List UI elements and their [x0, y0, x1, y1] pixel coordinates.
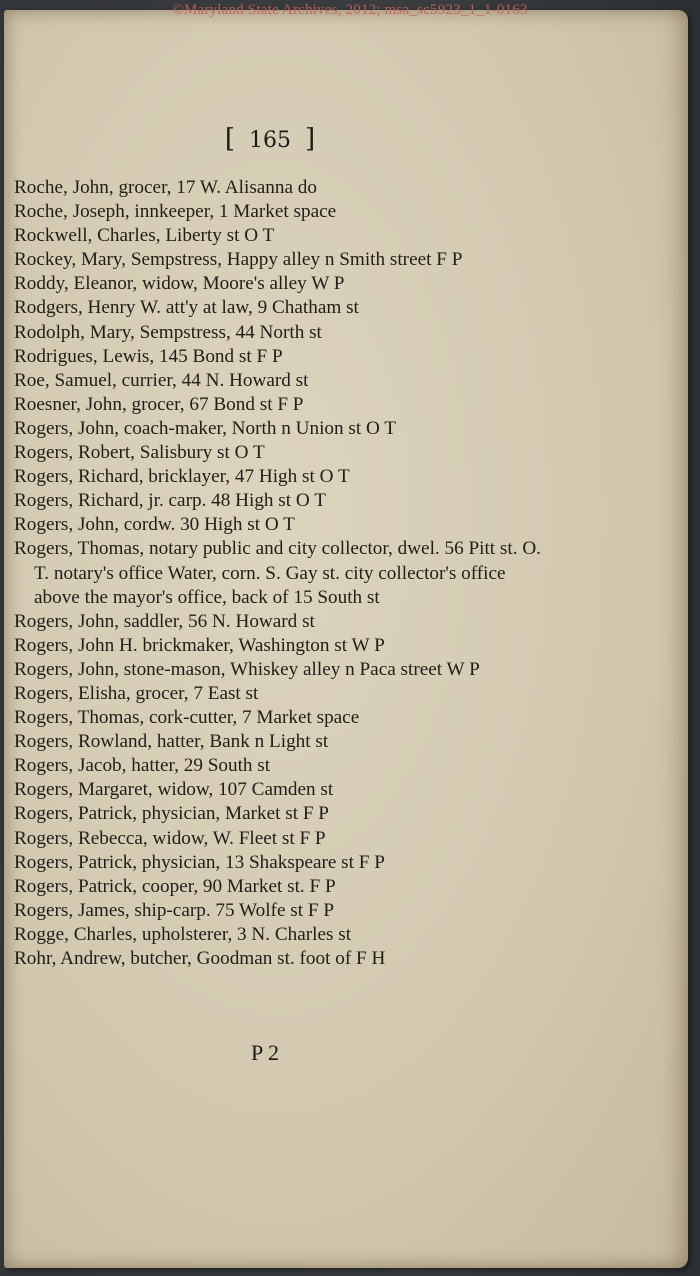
- directory-entry: Rogers, Robert, Salisbury st O T: [14, 442, 265, 464]
- page-number: 165: [249, 128, 291, 153]
- directory-entry: Roche, Joseph, innkeeper, 1 Market space: [14, 201, 337, 223]
- directory-entry: Rogers, Patrick, physician, 13 Shakspeare st F P: [14, 851, 385, 873]
- directory-entry: Rogers, Jacob, hatter, 29 South st: [14, 755, 271, 777]
- directory-entry: Rohr, Andrew, butcher, Goodman st. foot of F H: [14, 948, 386, 969]
- directory-entry: Rockey, Mary, Sempstress, Happy alley n Smith street F P: [14, 249, 463, 271]
- directory-entry: Rogers, Margaret, widow, 107 Camden st: [14, 779, 334, 801]
- directory-entry: Rogers, John H. brickmaker, Washington st W P: [14, 634, 385, 656]
- directory-entry: Rogers, Patrick, physician, Market st F P: [14, 803, 329, 825]
- page-number-header: [0, 124, 540, 154]
- directory-entry: Rogers, Rebecca, widow, W. Fleet st F P: [14, 827, 326, 849]
- directory-entry: Rogers, Richard, jr. carp. 48 High st O T: [14, 490, 326, 512]
- bracket-right: ]: [305, 124, 316, 154]
- directory-entry: Roddy, Eleanor, widow, Moore's alley W P: [14, 273, 345, 295]
- directory-entry: Rogge, Charles, upholsterer, 3 N. Charles st: [14, 923, 352, 945]
- directory-entry: Rogers, John, saddler, 56 N. Howard st: [14, 610, 315, 632]
- directory-entry: Roesner, John, grocer, 67 Bond st F P: [14, 393, 304, 415]
- directory-entry: Rogers, Elisha, grocer, 7 East st: [14, 682, 259, 704]
- directory-entry: Rockwell, Charles, Liberty st O T: [14, 225, 275, 247]
- directory-entry: Rogers, Rowland, hatter, Bank n Light st: [14, 731, 329, 753]
- bracket-left: [: [224, 124, 235, 154]
- directory-entry: Roe, Samuel, currier, 44 N. Howard st: [14, 369, 309, 391]
- directory-entry: Rogers, John, stone-mason, Whiskey alley n Paca street W P: [14, 658, 480, 680]
- directory-entry: Rogers, Richard, bricklayer, 47 High st O T: [14, 466, 350, 488]
- directory-entry: Rodrigues, Lewis, 145 Bond st F P: [14, 345, 283, 367]
- directory-entry: Rogers, Thomas, cork-cutter, 7 Market space: [14, 707, 360, 729]
- directory-entry: Rogers, Patrick, cooper, 90 Market st. F P: [14, 875, 336, 897]
- directory-entry: Rogers, James, ship-carp. 75 Wolfe st F P: [14, 899, 334, 921]
- directory-entry: Rogers, Thomas, notary public and city collector, dwel. 56 Pitt st. O. T. notary's office Water, corn. S. Gay st. city collector's office above the mayor's office, back of 15 South st: [14, 538, 541, 608]
- directory-entry: Rodgers, Henry W. att'y at law, 9 Chatham st: [14, 297, 359, 319]
- directory-entry: Rogers, John, cordw. 30 High st O T: [14, 514, 295, 536]
- directory-entries: [14, 176, 544, 971]
- directory-entry: Rogers, John, coach-maker, North n Union st O T: [14, 417, 397, 439]
- directory-entry: Roche, John, grocer, 17 W. Alisanna do: [14, 177, 317, 198]
- signature-mark: P 2: [251, 1040, 279, 1065]
- archive-watermark: ©Maryland State Archives, 2012; msa_sc5923_1_1-0163: [172, 2, 528, 18]
- directory-entry: Rodolph, Mary, Sempstress, 44 North st: [14, 321, 322, 343]
